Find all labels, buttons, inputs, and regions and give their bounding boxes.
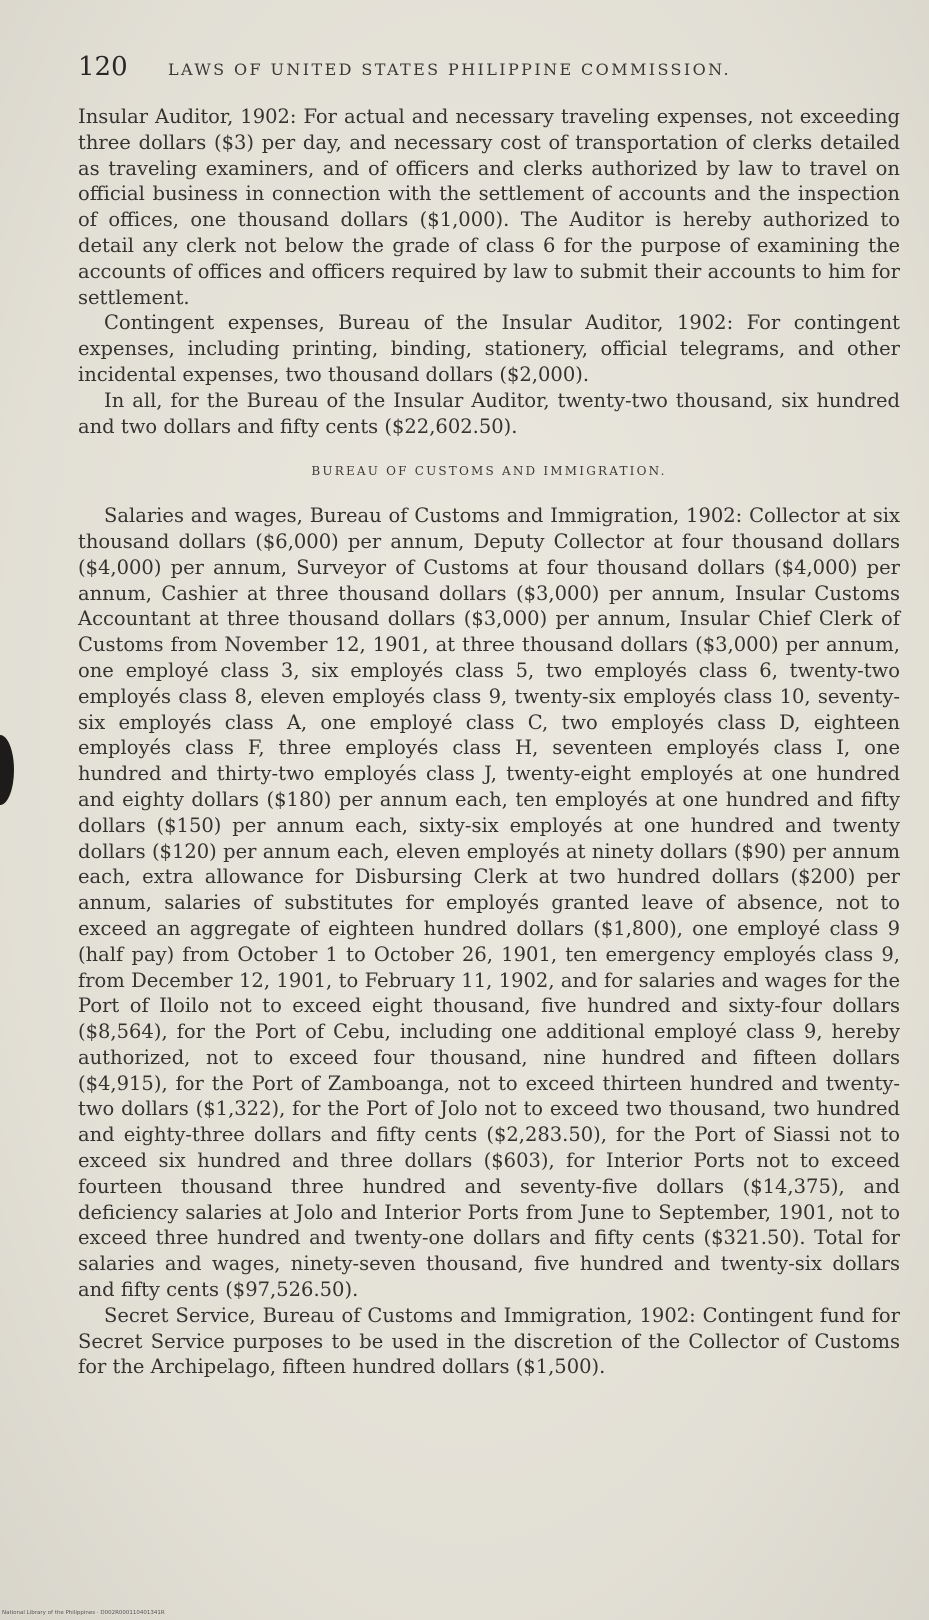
section-heading: BUREAU OF CUSTOMS AND IMMIGRATION. xyxy=(311,464,667,479)
paragraph-contingent-expenses: Contingent expenses, Bureau of the Insular Auditor, 1902: For contingent expenses, including printing, binding, stationery, official telegrams, and other incidental expenses, two thousand dollars ($2,000). xyxy=(78,311,900,386)
running-title: LAWS OF UNITED STATES PHILIPPINE COMMISSION. xyxy=(168,60,732,79)
scan-blemish xyxy=(0,735,14,805)
footer-credit: National Library of the Philippines · D002R000110401341R xyxy=(2,1610,165,1616)
paragraph-insular-auditor-total: In all, for the Bureau of the Insular Auditor, twenty-two thousand, six hundred and two dollars and fifty cents ($22,602.50). xyxy=(78,388,900,438)
page-number: 120 xyxy=(78,52,128,82)
body-text xyxy=(78,104,900,1380)
paragraph-secret-service: Secret Service, Bureau of Customs and Immigration, 1902: Contingent fund for Secret Service purposes to be used in the discretion of the Collector of Customs for the Archipelago, fifteen hundred dollars ($1,500). xyxy=(78,1303,900,1379)
page-header xyxy=(78,52,898,92)
paragraph-customs-salaries: Salaries and wages, Bureau of Customs and Immigration, 1902: Collector at six thousand dollars ($6,000) per annum, Deputy Collector at four thousand dollars ($4,000) per annum, Surveyor of Customs at four thousand dollars ($4,000) per annum, Cashier at three thousand dollars ($3,000) per annum, Insular Customs Accountant at three thousand dollars ($3,000) per annum, Insular Chief Clerk of Customs from November 12, 1901, at three thousand dollars ($3,000) per annum, one employé class 3, six employés class 5, two employés class 6, twenty-two employés class 8, eleven employés class 9, twenty-six employés class 10, seventy-six employés class A, one employé class C, two employés class D, eighteen employés class F, three employés class H, seventeen employés class I, one hundred and thirty-two employés class J, twenty-eight employés at one hundred and eighty dollars ($180) per annum each, ten employés at one hundred and fifty dollars ($150) per annum each, sixty-six employés at one hundred and twenty dollars ($120) per annum each, eleven employés at ninety dollars ($90) per annum each, extra allowance for Disbursing Clerk at two hundred dollars ($200) per annum, salaries of substitutes for employés granted leave of absence, not to exceed an aggregate of eighteen hundred dollars ($1,800), one employé class 9 (half pay) from October 1 to October 26, 1901, ten emergency employés class 9, from December 12, 1901, to February 11, 1902, and for salaries and wages for the Port of Iloilo not to exceed eight thousand, five hundred and sixty-four dollars ($8,564), for the Port of Cebu, including one additional employé class 9, hereby authorized, not to exceed four thousand, nine hundred and fifteen dollars ($4,915), for the Port of Zamboanga, not to exceed thirteen hundred and twenty-two dollars ($1,322), for the Port of Jolo not to exceed two thousand, two hundred and eighty-three dollars and fifty cents ($2,283.50), for the Port of Siassi not to exceed six hundred and three dollars ($603), for Interior Ports not to exceed fourteen thousand three hundred and seventy-five dollars ($14,375), and deficiency salaries at Jolo and Interior Ports from June to September, 1901, not to exceed three hundred and twenty-one dollars and fifty cents ($321.50). Total for salaries and wages, ninety-seven thousand, five hundred and twenty-six dollars and fifty cents ($97,526.50). xyxy=(78,504,900,1302)
paragraph-insular-auditor-travel: Insular Auditor, 1902: For actual and necessary traveling expenses, not exceeding three dollars ($3) per day, and necessary cost of transportation of clerks detailed as traveling examiners, and of officers and clerks authorized by law to travel on official business in connection with the settlement of accounts and the inspection of offices, one thousand dollars ($1,000). The Auditor is hereby authorized to detail any clerk not below the grade of class 6 for the purpose of examining the accounts of offices and officers required by law to submit their accounts to him for settlement. xyxy=(78,105,900,309)
